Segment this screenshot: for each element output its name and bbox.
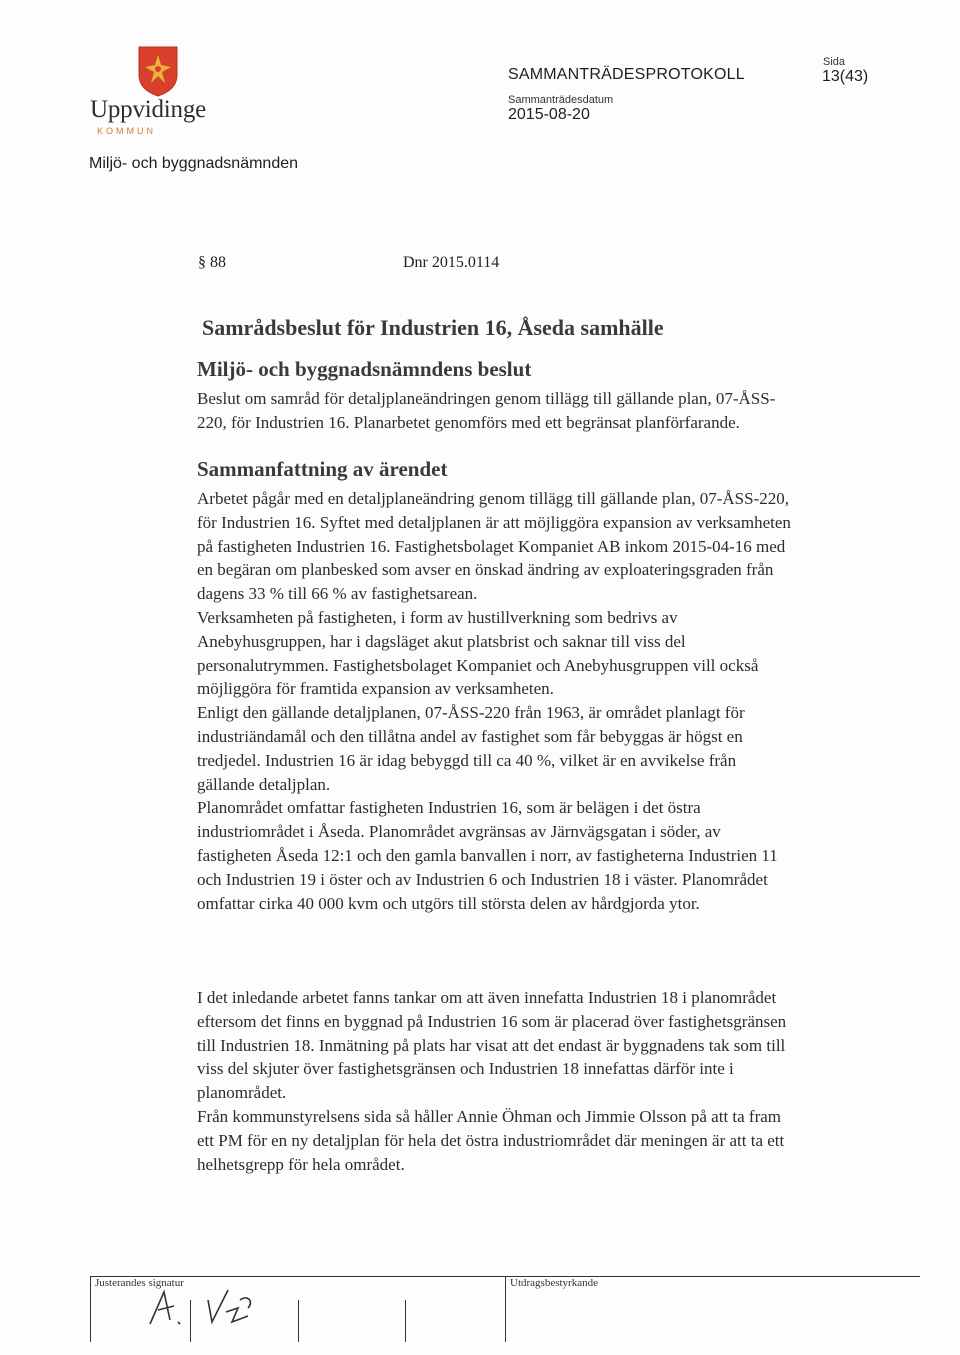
paragraph-number: § 88 [198,254,226,271]
summary-paragraph: Arbetet pågår med en detaljplaneändring genom tillägg till gällande plan, 07-ÅSS-220, för Industrien 16. Syftet med detaljplanen är att möjliggöra expansion av verksamheten på fastigheten Industrien 16. Fastighetsbolaget Kompaniet AB inkom 2015-04-16 med en begäran om planbesked som avser en önskad ändring av exploateringsgraden från dagens 33 % till 66 % av fastighetsarean. [197,489,791,604]
meeting-date-value: 2015-08-20 [508,106,590,123]
decision-heading: Miljö- och byggnadsnämndens beslut [197,357,532,381]
section-title: Samrådsbeslut för Industrien 16, Åseda samhälle [202,315,664,340]
summary-paragraph: Verksamheten på fastigheten, i form av hustillverkning som bedrivs av Anebyhusgruppen, har i dagsläget akut platsbrist och saknar till viss del personalutrymmen. Fastighetsbolaget Kompaniet och Anebyhusgruppen vill också möjliggöra för framtida expansion av verksamheten. [197,607,759,699]
case-number: Dnr 2015.0114 [403,254,500,271]
summary-paragraph: I det inledande arbetet fanns tankar om att även innefatta Industrien 18 i planområdet eftersom det finns en byggnad på Industrien 16 som är placerad över fastighetsgränsen till Industrien 18. Inmätning på plats har visat att det endast är byggnadens tak som till viss del skjuter över fastighetsgränsen och Industrien 18 innefattas därför inte i planområdet. [197,988,787,1103]
footer-divider [405,1300,406,1342]
page-number: 13(43) [822,68,869,85]
footer-divider [505,1276,506,1342]
summary-paragraph: Planområdet omfattar fastigheten Industrien 16, som är belägen i det östra industriområdet i Åseda. Planområdet avgränsas av Järnvägsgatan i söder, av fastigheten Åseda 12:1 och den gamla banvallen i norr, av fastigheterna Industrien 11 och Industrien 19 i öster och av Industrien 6 och Industrien 18 i väster. Planområdet omfattar cirka 40 000 kvm och utgörs till största delen av hårdgjorda ytor. [197,798,778,913]
signature-label: Justerandes signatur [95,1277,184,1289]
municipality-name: Uppvidinge [90,96,207,123]
footer-divider [90,1276,91,1342]
extract-certification-label: Utdragsbestyrkande [510,1277,598,1289]
coat-of-arms-icon [137,45,179,97]
document-title: SAMMANTRÄDESPROTOKOLL [508,66,745,83]
summary-heading: Sammanfattning av ärendet [197,457,448,481]
page-label: Sida [823,56,846,68]
summary-text [197,487,797,915]
summary-paragraph: Från kommunstyrelsens sida så håller Annie Öhman och Jimmie Olsson på att ta fram ett PM för en ny detaljplan för hela det östra industriområdet där meningen är att ta ett helhetsgrepp för hela området. [197,1106,785,1174]
footer-divider [298,1300,299,1342]
summary-continued [197,986,797,1176]
handwritten-initials [130,1282,290,1332]
committee-name: Miljö- och byggnadsnämnden [89,155,299,172]
summary-paragraph: Enligt den gällande detaljplanen, 07-ÅSS-220 från 1963, är området planlagt för industriändamål och den tillåtna andel av fastighet som får bebyggas är högst en tredjedel. Industrien 16 är idag bebyggd till ca 40 %, vilket är en avvikelse från gällande detaljplan. [197,703,745,794]
meeting-date-label: Sammanträdesdatum [508,94,614,106]
decision-text [197,387,797,435]
decision-paragraph: Beslut om samråd för detaljplaneändringen genom tillägg till gällande plan, 07-ÅSS-220, för Industrien 16. Planarbetet genomförs med ett begränsat planförfarande. [197,389,776,432]
municipality-subtitle: KOMMUN [97,126,156,136]
